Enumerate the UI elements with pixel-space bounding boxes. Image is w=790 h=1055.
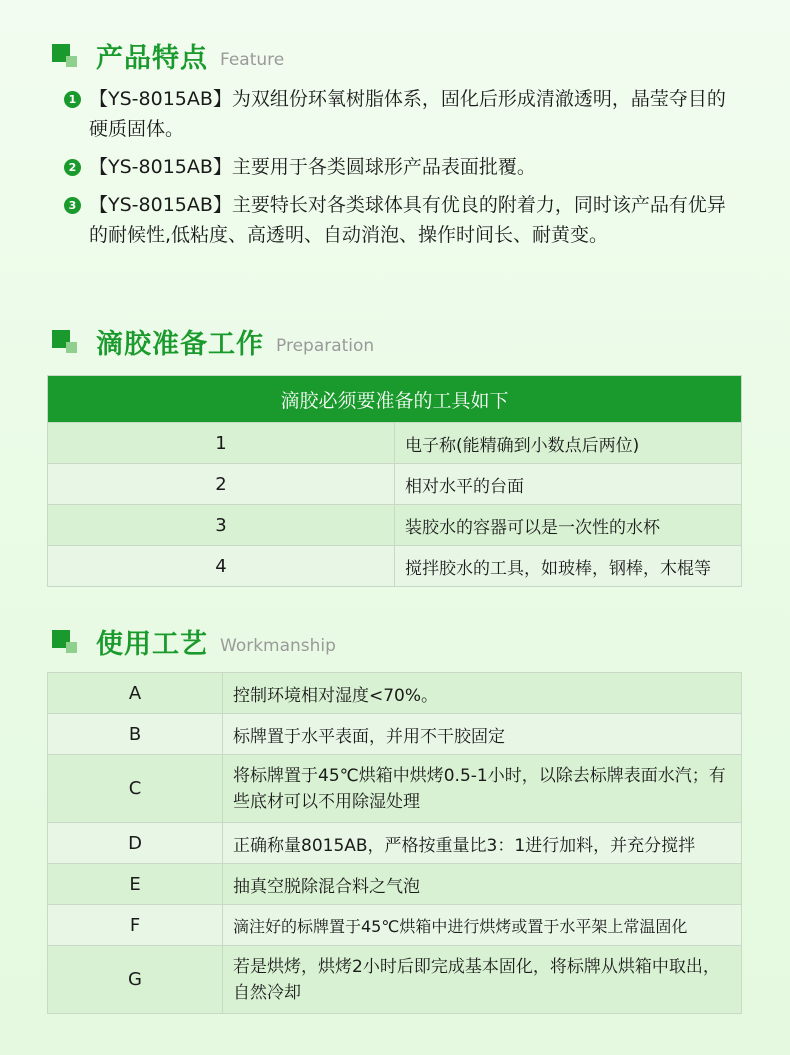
feature-item-text: 【YS-8015AB】主要特长对各类球体具有优良的附着力，同时该产品有优异的耐候性,低粘度、高透明、自动消泡、操作时间长、耐黄变。 <box>89 194 726 246</box>
row-key: G <box>48 946 223 1014</box>
table-row <box>48 505 742 546</box>
row-value: 装胶水的容器可以是一次性的水杯 <box>395 505 742 546</box>
section-square-icon <box>52 330 78 354</box>
table-row <box>48 423 742 464</box>
row-value: 标牌置于水平表面，并用不干胶固定 <box>223 714 742 755</box>
row-value: 抽真空脱除混合料之气泡 <box>223 864 742 905</box>
row-key: 2 <box>48 464 395 505</box>
table-row <box>48 714 742 755</box>
table-row <box>48 464 742 505</box>
row-value: 控制环境相对湿度<70%。 <box>223 673 742 714</box>
workmanship-table <box>47 672 742 1014</box>
number-badge-icon: 3 <box>64 197 81 214</box>
row-value: 相对水平的台面 <box>395 464 742 505</box>
row-value: 正确称量8015AB，严格按重量比3：1进行加料，并充分搅拌 <box>223 823 742 864</box>
row-key: 3 <box>48 505 395 546</box>
table-row <box>48 823 742 864</box>
workmanship-title: 使用工艺 <box>96 629 208 660</box>
feature-item-2 <box>64 152 744 182</box>
table-row <box>48 755 742 823</box>
table-row <box>48 905 742 946</box>
table-row <box>48 673 742 714</box>
feature-item-1 <box>64 84 744 144</box>
row-key: A <box>48 673 223 714</box>
table-row <box>48 864 742 905</box>
preparation-title: 滴胶准备工作 <box>96 329 264 360</box>
preparation-subtitle: Preparation <box>276 335 375 356</box>
row-key: F <box>48 905 223 946</box>
row-value: 将标牌置于45℃烘箱中烘烤0.5-1小时，以除去标牌表面水汽；有些底材可以不用除湿处理 <box>223 755 742 823</box>
number-badge-icon: 2 <box>64 159 81 176</box>
table-header-row <box>48 376 742 423</box>
row-value: 滴注好的标牌置于45℃烘箱中进行烘烤或置于水平架上常温固化 <box>223 905 742 946</box>
row-value: 电子称(能精确到小数点后两位) <box>395 423 742 464</box>
row-value: 若是烘烤，烘烤2小时后即完成基本固化，将标牌从烘箱中取出，自然冷却 <box>223 946 742 1014</box>
row-value: 搅拌胶水的工具，如玻棒，钢棒，木棍等 <box>395 546 742 587</box>
feature-item-text: 【YS-8015AB】主要用于各类圆球形产品表面批覆。 <box>89 156 536 178</box>
row-key: 1 <box>48 423 395 464</box>
feature-list <box>64 84 744 258</box>
feature-subtitle: Feature <box>220 49 285 70</box>
feature-item-text: 【YS-8015AB】为双组份环氧树脂体系，固化后形成清澈透明，晶莹夺目的硬质固体。 <box>89 88 726 140</box>
section-square-icon <box>52 44 78 68</box>
number-badge-icon: 1 <box>64 91 81 108</box>
preparation-section-header <box>52 322 374 361</box>
section-square-icon <box>52 630 78 654</box>
row-key: B <box>48 714 223 755</box>
workmanship-section-header <box>52 622 336 661</box>
row-key: 4 <box>48 546 395 587</box>
row-key: C <box>48 755 223 823</box>
feature-title: 产品特点 <box>96 43 208 74</box>
table-row <box>48 946 742 1014</box>
row-key: D <box>48 823 223 864</box>
table-header: 滴胶必须要准备的工具如下 <box>48 376 742 423</box>
table-row <box>48 546 742 587</box>
preparation-table <box>47 375 742 587</box>
feature-section-header <box>52 36 284 75</box>
workmanship-subtitle: Workmanship <box>220 635 336 656</box>
row-key: E <box>48 864 223 905</box>
feature-item-3 <box>64 190 744 250</box>
